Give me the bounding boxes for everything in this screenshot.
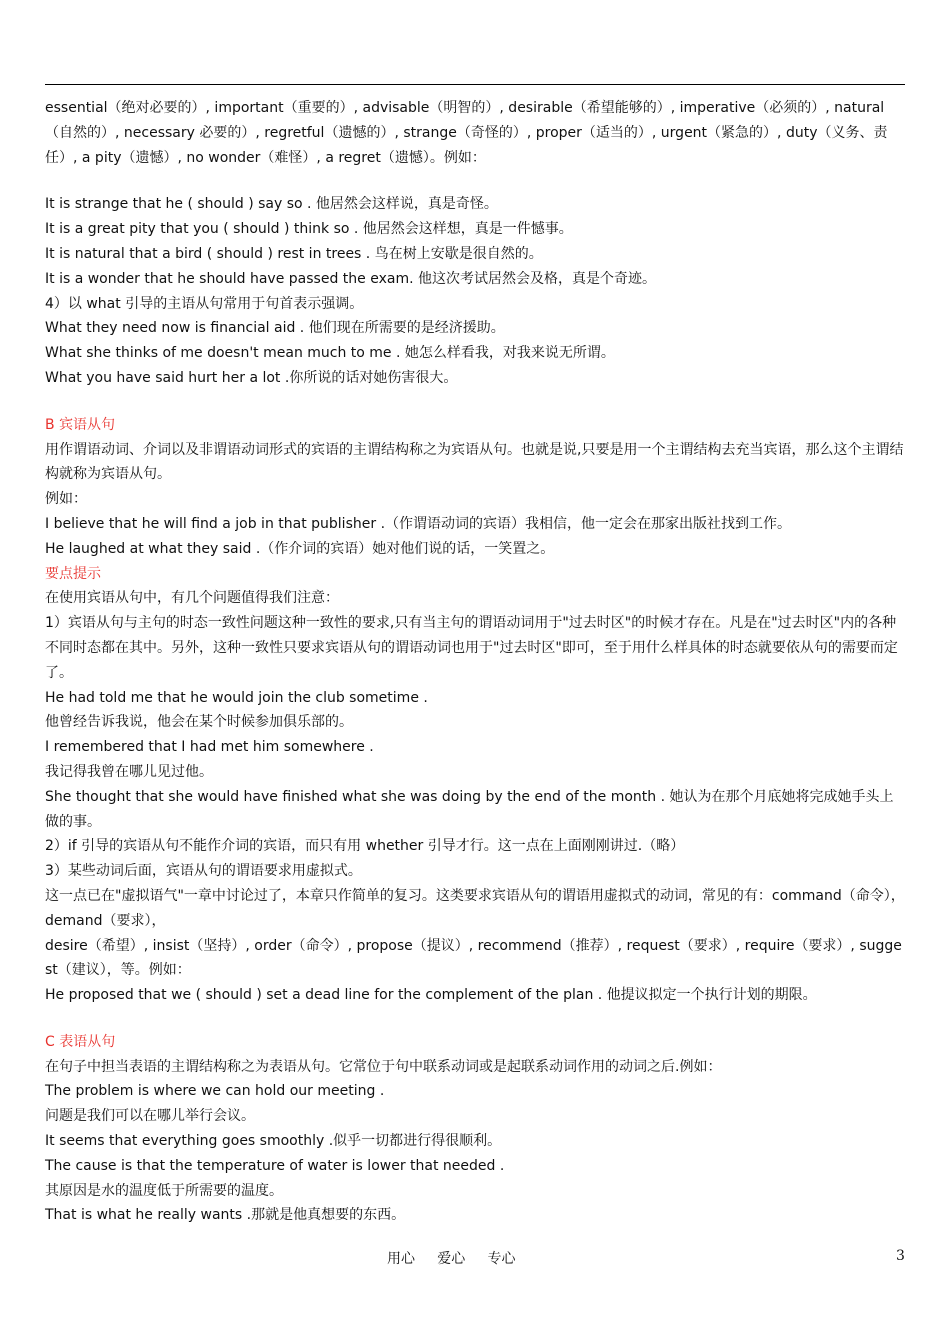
text-line: The problem is where we can hold our meeting .	[45, 1083, 385, 1100]
text-line: It is strange that he ( should ) say so . 他居然会这样说，真是奇怪。	[45, 196, 498, 213]
section-heading: 要点提示	[45, 565, 101, 582]
blank-line	[45, 170, 907, 192]
text-line: He laughed at what they said .（作介词的宾语）她对他们说的话，一笑置之。	[45, 540, 555, 557]
page-number: 3	[896, 1248, 905, 1264]
section-heading: B 宾语从句	[45, 416, 116, 433]
text-line: 例如：	[45, 491, 87, 508]
text-line: 1）宾语从句与主句的时态一致性问题这种一致性的要求,只有当主句的谓语动词用于"过去时区"的时候才存在。凡是在"过去时区"内的各种不同时态都在其中。另外，这种一致性只要求宾语从句的谓语动词也用于"过去时区"即可，至于用什么样具体的时态就要依从句的需要而定了。	[45, 615, 898, 681]
text-line: It is natural that a bird ( should ) rest in trees . 鸟在树上安歇是很自然的。	[45, 245, 543, 262]
text-line: 用作谓语动词、介词以及非谓语动词形式的宾语的主谓结构称之为宾语从句。也就是说,只要是用一个主谓结构去充当宾语，那么这个主谓结构就称为宾语从句。	[45, 441, 904, 483]
text-line: demand（要求），	[45, 912, 166, 929]
text-line: What they need now is financial aid . 他们现在所需要的是经济援助。	[45, 320, 505, 337]
text-line: 问题是我们可以在哪儿举行会议。	[45, 1108, 255, 1125]
text-line: 在使用宾语从句中，有几个问题值得我们注意：	[45, 590, 339, 607]
text-line: He had told me that he would join the club sometime .	[45, 689, 428, 706]
text-line: 3）某些动词后面，宾语从句的谓语要求用虚拟式。	[45, 863, 362, 880]
section-heading: C 表语从句	[45, 1033, 116, 1050]
blank-line	[45, 391, 907, 413]
document-body	[45, 96, 907, 1228]
text-line: 在句子中担当表语的主谓结构称之为表语从句。它常位于句中联系动词或是起联系动词作用的动词之后.例如：	[45, 1058, 722, 1075]
text-line: I believe that he will find a job in that publisher .（作谓语动词的宾语）我相信，他一定会在那家出版社找到工作。	[45, 515, 792, 532]
text-line: 2）if 引导的宾语从句不能作介词的宾语，而只有用 whether 引导才行。这一点在上面刚刚讲过.（略）	[45, 838, 685, 855]
text-line: 这一点已在"虚拟语气"一章中讨论过了，本章只作简单的复习。这类要求宾语从句的谓语用虚拟式的动词，常见的有：command（命令），	[45, 887, 905, 904]
text-line: 我记得我曾在哪儿见过他。	[45, 763, 213, 780]
text-line: What she thinks of me doesn't mean much to me . 她怎么样看我，对我来说无所谓。	[45, 345, 615, 362]
header-rule	[45, 84, 905, 85]
footer-motto: 用心 爱心 专心	[387, 1251, 516, 1267]
text-line: desire（希望）, insist（坚持）, order（命令）, propose（提议）, recommend（推荐）, request（要求）, require（要求）, suggest（建议），等。例如：	[45, 937, 902, 979]
text-line: 他曾经告诉我说，他会在某个时候参加俱乐部的。	[45, 714, 353, 731]
text-line: What you have said hurt her a lot .你所说的话对她伤害很大。	[45, 369, 458, 386]
text-line: It is a great pity that you ( should ) think so . 他居然会这样想，真是一件憾事。	[45, 221, 573, 238]
text-line: The cause is that the temperature of water is lower that needed .	[45, 1157, 505, 1174]
text-line: essential（绝对必要的）, important（重要的）, advisable（明智的）, desirable（希望能够的）, imperative（必须的）, natural（自然的）, necessary 必要的）, regretful（遗憾的）, strange（奇怪的）, proper（适当的）, urgent（紧急的）, duty（义务、责任）, a pity（遗憾）, no wonder（难怪）, a regret（遗憾）。例如：	[45, 100, 888, 166]
text-line: It seems that everything goes smoothly .似乎一切都进行得很顺利。	[45, 1133, 502, 1150]
text-line: He proposed that we ( should ) set a dead line for the complement of the plan . 他提议拟定一个执行计划的期限。	[45, 987, 817, 1004]
text-line: It is a wonder that he should have passed the exam. 他这次考试居然会及格，真是个奇迹。	[45, 270, 656, 287]
text-line: That is what he really wants .那就是他真想要的东西。	[45, 1207, 406, 1224]
text-line: 其原因是水的温度低于所需要的温度。	[45, 1182, 283, 1199]
blank-line	[45, 1008, 907, 1030]
text-line: 4）以 what 引导的主语从句常用于句首表示强调。	[45, 295, 364, 312]
text-line: I remembered that I had met him somewhere .	[45, 739, 374, 756]
text-line: She thought that she would have finished what she was doing by the end of the month . 她认为在那个月底她将完成她手头上做的事。	[45, 788, 894, 830]
